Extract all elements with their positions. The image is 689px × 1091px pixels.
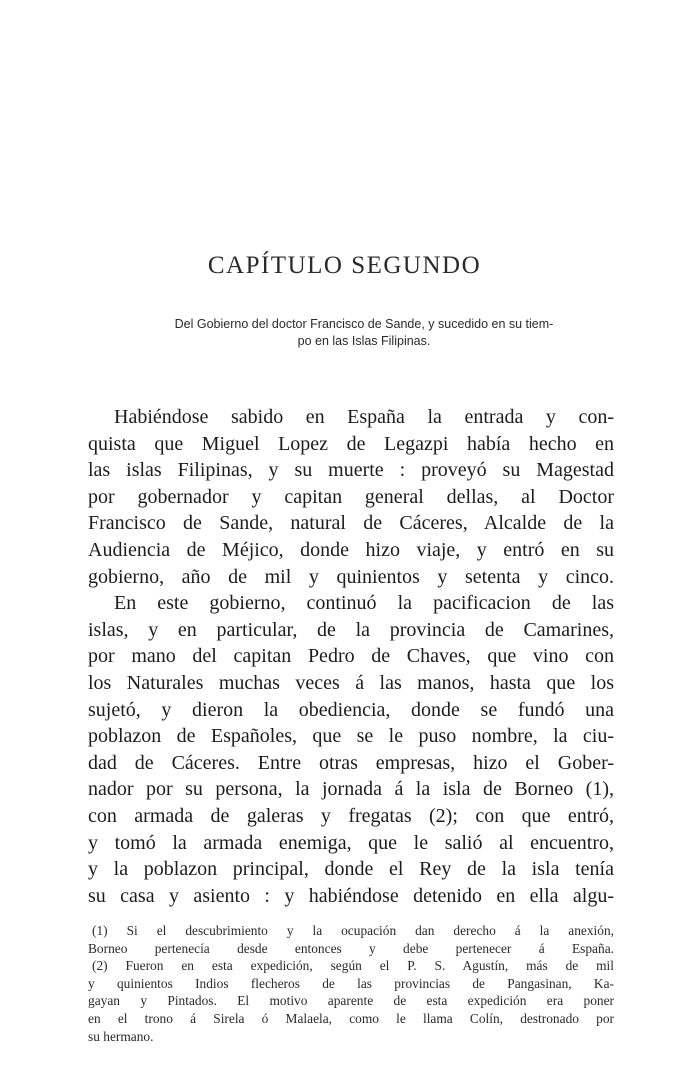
footnote-line: su hermano. — [88, 1028, 154, 1044]
chapter-title: CAPÍTULO SEGUNDO — [207, 252, 482, 279]
body-line: su casa y asiento : y habiéndose detenido en ella algu- — [88, 884, 614, 907]
footnotes — [88, 922, 614, 1045]
body-line: con armada de galeras y fregatas (2); con que entró, — [88, 804, 614, 827]
body-line: nador por su persona, la jornada á la isla de Borneo (1), — [88, 778, 614, 801]
body-line: dad de Cáceres. Entre otras empresas, hizo el Gober- — [88, 751, 614, 774]
body-text — [88, 404, 614, 909]
body-line: Francisco de Sande, natural de Cáceres, Alcalde de la — [88, 512, 614, 535]
body-line: quista que Miguel Lopez de Legazpi había hecho en — [88, 432, 614, 455]
body-line: poblazon de Españoles, que se le puso nombre, la ciu- — [88, 725, 614, 748]
footnote-line: (1) Si el descubrimiento y la ocupación dan derecho á la anexión, — [92, 923, 614, 938]
chapter-subtitle — [118, 316, 610, 350]
footnote-line: en el trono á Sirela ó Malaela, como le llama Colín, destronado por — [88, 1010, 614, 1026]
subtitle-line: Del Gobierno del doctor Francisco de Sande, y sucedido en su tiem- — [174, 317, 554, 331]
body-line: En este gobierno, continuó la pacificacion de las — [114, 592, 614, 615]
body-line: Habiéndose sabido en España la entrada y con- — [114, 406, 614, 428]
footnote-line: (2) Fueron en esta expedición, según el P. S. Agustín, más de mil — [92, 958, 614, 974]
body-line: Audiencia de Méjico, donde hizo viaje, y entró en su — [88, 538, 614, 561]
footnote-line: gayan y Pintados. El motivo aparente de esta expedición era poner — [88, 993, 614, 1009]
body-line: las islas Filipinas, y su muerte : proveyó su Magestad — [88, 459, 614, 482]
body-line: sujetó, y dieron la obediencia, donde se fundó una — [88, 698, 614, 721]
body-line: gobierno, año de mil y quinientos y setenta y cinco. — [88, 565, 614, 588]
body-line: los Naturales muchas veces á las manos, hasta que los — [88, 671, 614, 694]
body-line: y tomó la armada enemiga, que le salió al encuentro, — [88, 831, 614, 854]
body-line: por mano del capitan Pedro de Chaves, que vino con — [88, 645, 614, 668]
subtitle-line: po en las Islas Filipinas. — [297, 334, 431, 348]
footnote-line: y quinientos Indios flecheros de las provincias de Pangasinan, Ka- — [88, 975, 614, 991]
footnote-line: Borneo pertenecía desde entonces y debe pertenecer á España. — [88, 940, 614, 956]
body-line: y la poblazon principal, donde el Rey de la isla tenía — [88, 858, 614, 881]
body-line: islas, y en particular, de la provincia de Camarines, — [88, 618, 614, 641]
body-line: por gobernador y capitan general dellas, al Doctor — [88, 485, 614, 508]
